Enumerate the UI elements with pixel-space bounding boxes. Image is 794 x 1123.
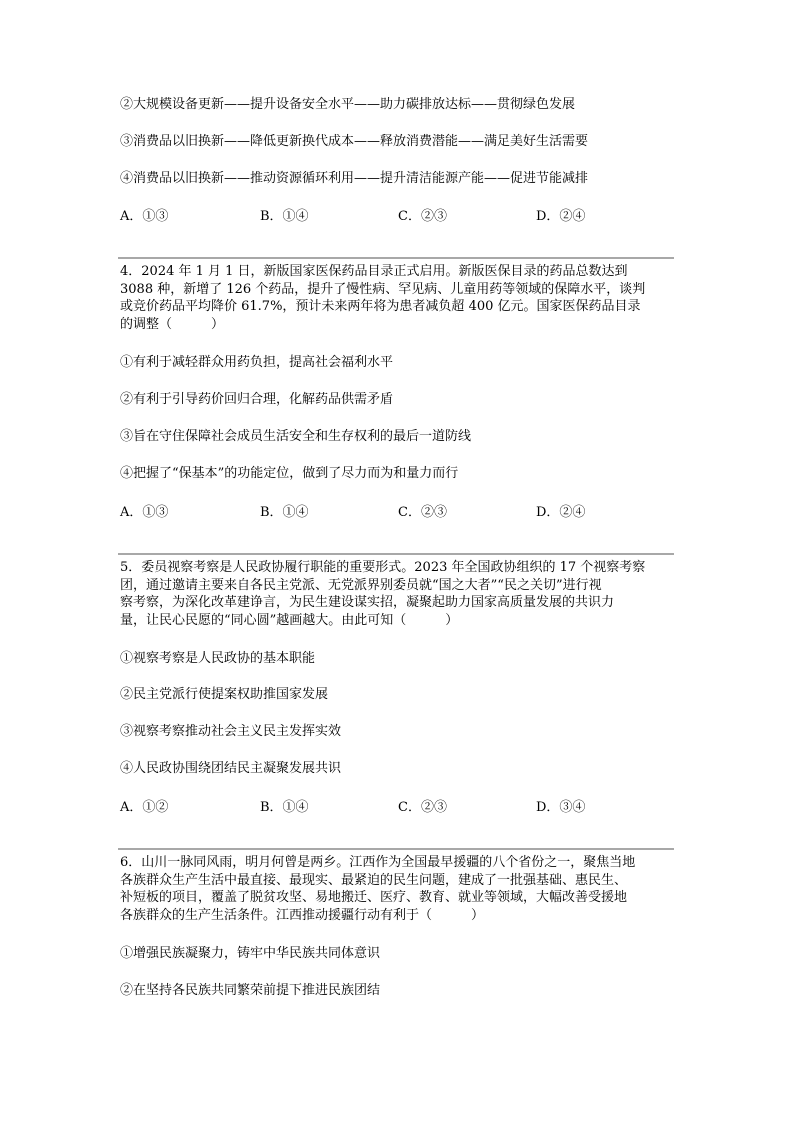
q5-answer-choices	[120, 800, 680, 816]
q3-choice-c: C．②③	[398, 209, 447, 224]
q5-stem-line: 5．委员视察考察是人民政协履行职能的重要形式。2023 年全国政协组织的 17 个视察考察	[120, 560, 646, 575]
q4-stem-line: 的调整（ ）	[120, 316, 225, 332]
q6-stem-line: 补短板的项目，覆盖了脱贫攻坚、易地搬迁、医疗、教育、就业等领域，大幅改善受援地	[120, 890, 628, 905]
q4-choice-a: A．①③	[120, 505, 169, 520]
q5-stem-line: 察考察，为深化改革建诤言，为民生建设谋实招，凝聚起助力国家高质量发展的共识力	[120, 595, 615, 610]
q6-stem-line: 各族群众的生产生活条件。江西推动援疆行动有利于（ ）	[120, 907, 485, 923]
q3-option-3: ③消费品以旧换新——降低更新换代成本——释放消费潜能——满足美好生活需要	[120, 134, 589, 149]
q3-choice-a: A．①③	[120, 209, 169, 224]
q4-choice-d: D．②④	[536, 505, 586, 520]
q4-choice-c: C．②③	[398, 505, 447, 520]
q4-option-4: ④把握了“保基本”的功能定位，做到了尽力而为和量力而行	[120, 466, 459, 481]
q6-stem-line: 各族群众生产生活中最直接、最现实、最紧迫的民生问题，建成了一批强基础、惠民生、	[120, 872, 628, 888]
q3-choice-d: D．②④	[536, 209, 586, 224]
q6-stem-line: 6．山川一脉同风雨，明月何曾是两乡。江西作为全国最早援疆的八个省份之一，聚焦当地	[120, 855, 636, 870]
q4-stem-line: 3088 种，新增了 126 个药品，提升了慢性病、罕见病、儿童用药等领域的保障水平，谈判	[120, 281, 646, 297]
q3-choice-b: B．①④	[260, 209, 309, 224]
q6-stem	[120, 854, 675, 924]
q5-stem-line: 团，通过邀请主要来自各民主党派、无党派界别委员就“国之大者”“民之关切”进行视	[120, 577, 602, 593]
q4-answer-choices	[120, 505, 680, 521]
q4-option-2: ②有利于引导药价回归合理，化解药品供需矛盾	[120, 392, 394, 407]
q3-option-2: ②大规模设备更新——提升设备安全水平——助力碳排放达标——贯彻绿色发展	[120, 97, 576, 112]
q5-choice-a: A．①②	[120, 800, 169, 815]
divider	[118, 553, 674, 555]
q5-choice-d: D．③④	[536, 800, 586, 815]
q4-option-1: ①有利于减轻群众用药负担，提高社会福利水平	[120, 355, 394, 370]
q3-answer-choices	[120, 209, 680, 225]
q4-choice-b: B．①④	[260, 505, 309, 520]
q5-choice-b: B．①④	[260, 800, 309, 815]
q5-option-1: ①视察考察是人民政协的基本职能	[120, 651, 316, 666]
q4-option-3: ③旨在守住保障社会成员生活安全和生存权利的最后一道防线	[120, 429, 472, 444]
divider	[118, 257, 674, 259]
q5-stem-line: 量，让民心民愿的“同心圆”越画越大。由此可知（ ）	[120, 612, 459, 628]
q5-option-2: ②民主党派行使提案权助推国家发展	[120, 687, 329, 702]
q5-choice-c: C．②③	[398, 800, 447, 815]
divider	[118, 848, 674, 850]
q3-option-4: ④消费品以旧换新——推动资源循环利用——提升清洁能源产能——促进节能减排	[120, 171, 589, 186]
q4-stem-line: 或竞价药品平均降价 61.7%，预计未来两年将为患者减负超 400 亿元。国家医保药品目录	[120, 299, 641, 314]
q6-option-2: ②在坚持各民族共同繁荣前提下推进民族团结	[120, 983, 381, 998]
q5-option-4: ④人民政协围绕团结民主凝聚发展共识	[120, 761, 342, 776]
q4-stem	[120, 263, 675, 333]
q5-option-3: ③视察考察推动社会主义民主发挥实效	[120, 724, 342, 739]
q5-stem	[120, 559, 675, 629]
q4-stem-line: 4．2024 年 1 月 1 日，新版国家医保药品目录正式启用。新版医保目录的药品总数达到	[120, 264, 628, 279]
q6-option-1: ①增强民族凝聚力，铸牢中华民族共同体意识	[120, 946, 381, 961]
